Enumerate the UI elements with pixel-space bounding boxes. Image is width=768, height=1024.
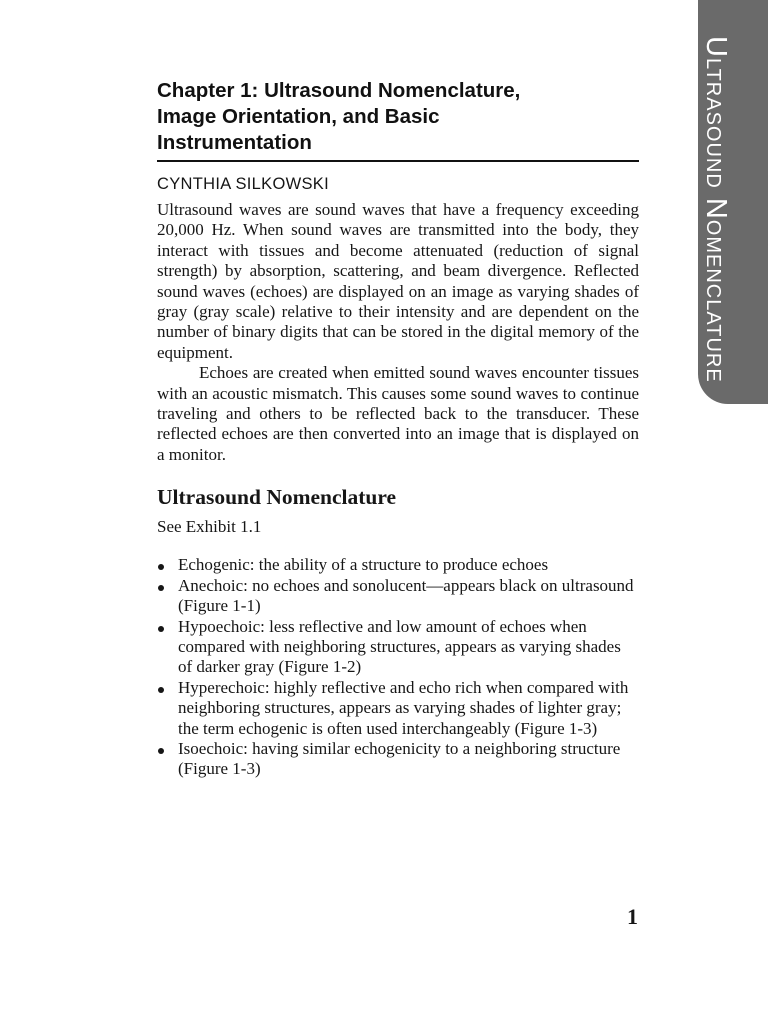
intro-paragraph-1: Ultrasound waves are sound waves that have a frequency exceeding 20,000 Hz. When sound waves are transmitted into the body, they interact with tissues and become attenuated (reduction of signal strength) by absorption, scattering, and beam divergence. Reflected sound waves (echoes) are displayed on an image as varying shades of gray (gray scale) relative to their intensity and are dependent on the number of binary digits that can be stored in the digital memory of the equipment.: [157, 200, 639, 362]
bullet-icon: [158, 687, 164, 693]
page-content: [157, 78, 639, 780]
list-item: [157, 576, 639, 617]
list-item: [157, 678, 639, 739]
list-item: [157, 739, 639, 780]
bullet-icon: [158, 748, 164, 754]
bullet-icon: [158, 585, 164, 591]
page-number: 1: [627, 904, 638, 929]
list-item: [157, 555, 639, 575]
list-item-text: Isoechoic: having similar echogenicity to a neighboring structure (Figure 1-3): [178, 738, 621, 779]
list-item-text: Anechoic: no echoes and sonolucent—appears black on ultrasound (Figure 1-1): [178, 575, 634, 616]
chapter-title: [157, 78, 639, 156]
nomenclature-list: [157, 555, 639, 779]
section-heading: Ultrasound Nomenclature: [157, 485, 397, 510]
chapter-author: CYNTHIA SILKOWSKI: [157, 175, 329, 193]
title-divider: [157, 160, 639, 162]
chapter-side-tab: [698, 0, 768, 404]
bullet-icon: [158, 564, 164, 570]
side-tab-label: Ultrasound Nomenclature: [700, 36, 732, 383]
chapter-title-line: Image Orientation, and Basic: [157, 105, 440, 128]
chapter-title-line: Chapter 1: Ultrasound Nomenclature,: [157, 79, 521, 102]
exhibit-reference: See Exhibit 1.1: [157, 517, 262, 537]
intro-paragraph-2: Echoes are created when emitted sound waves encounter tissues with an acoustic mismatch. This causes some sound waves to continue traveling and others to be reflected back to the transducer. These reflected echoes are then converted into an image that is displayed on a monitor.: [157, 363, 639, 464]
list-item: [157, 617, 639, 678]
chapter-title-line: Instrumentation: [157, 131, 312, 154]
bullet-icon: [158, 626, 164, 632]
list-item-text: Echogenic: the ability of a structure to produce echoes: [178, 555, 549, 575]
list-item-text: Hyperechoic: highly reflective and echo rich when compared with neighboring structures, appears as varying shades of lighter gray; the term echogenic is often used interchangeably (Figure 1-3): [178, 677, 629, 738]
list-item-text: Hypoechoic: less reflective and low amount of echoes when compared with neighboring structures, appears as varying shades of darker gray (Figure 1-2): [178, 616, 621, 677]
